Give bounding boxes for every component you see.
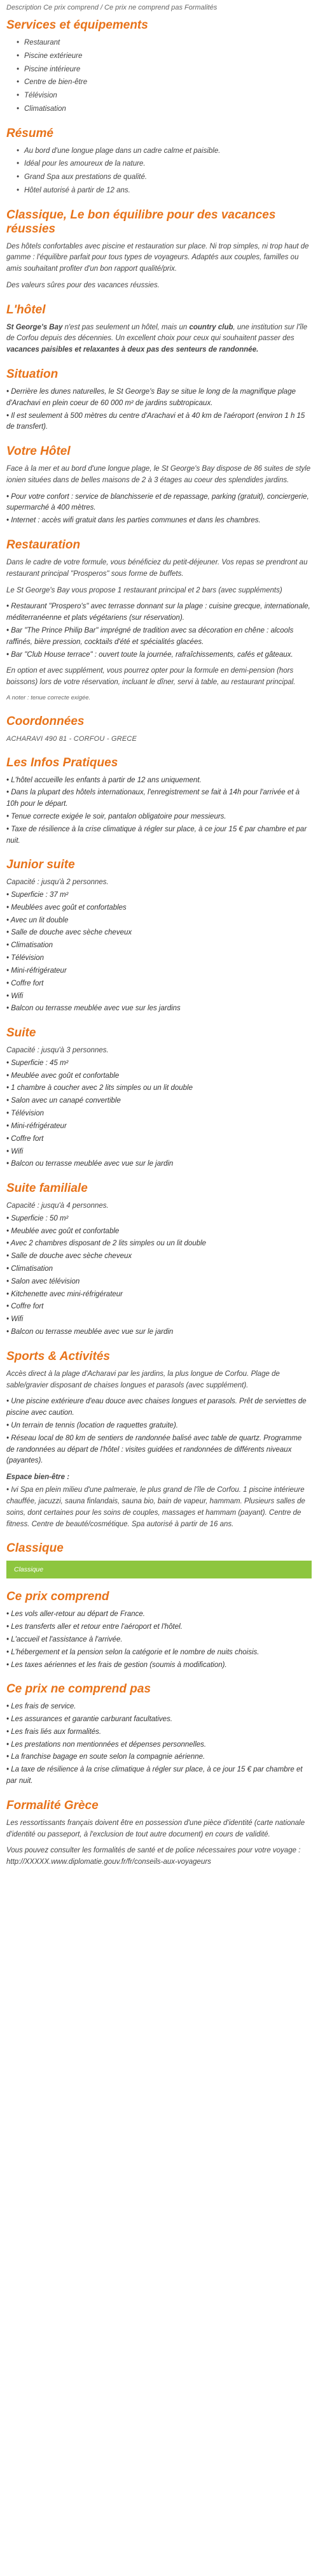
comprend-title: Ce prix comprend [6, 1590, 109, 1604]
suite-section [6, 1026, 312, 1170]
list-item: • Balcon ou terrasse meublée avec vue sur le jardin [6, 1327, 312, 1338]
classique-section [6, 1542, 312, 1578]
sports-p1: Accès direct à la plage d'Acharavi par les jardins, la plus longue de Corfou. Plage de sable/gravier disposant de chaises longues et parasols (avec supplément). [6, 1370, 280, 1389]
list-item: • Les vols aller-retour au départ de France. [6, 1609, 312, 1621]
services-section [6, 18, 312, 115]
espace-text: • Ivi Spa en plein milieu d'une palmeraie, le plus grand de l'île de Corfou. 1 piscine intérieure chauffée, jacuzzi, sauna finlandais, sauna bio, bain de vapeur, hammam. Plusieurs salles de soins, dont certaines pour les soins de couples, massages et hammam (payant). Centre de fitness. Centre de beauté/cosmétique. Spa autorisé à partir de 16 ans. [6, 1486, 305, 1528]
list-item: • Climatisation [6, 940, 312, 952]
services-title: Services et équipements [6, 18, 148, 32]
list-item: • Piscine intérieure [24, 64, 312, 76]
infos-section [6, 756, 312, 847]
list-item: • 1 chambre à coucher avec 2 lits simples ou un lit double [6, 1083, 312, 1094]
list-item: • Les taxes aériennes et les frais de gestion (soumis à modification). [6, 1660, 312, 1671]
restauration-p3: En option et avec supplément, vous pourrez opter pour la formule en demi-pension (hors boissons) lors de votre réservation, incluant le dîner, servi à table, au restaurant principal. [6, 667, 296, 687]
suite-familiale-capacity: Capacité : jusqu'à 4 personnes. [6, 1201, 109, 1210]
coordonnees-section [6, 715, 312, 745]
classique-intro-section [6, 208, 312, 292]
ne-comprend-title: Ce prix ne comprend pas [6, 1682, 151, 1696]
classique-intro-text2: Des valeurs sûres pour des vacances réussies. [6, 281, 160, 289]
list-item: • Piscine extérieure [24, 51, 312, 62]
list-item: • Les frais de service. [6, 1701, 312, 1713]
list-item: • La taxe de résilience à la crise climatique à régler sur place, à ce jour 15 € par chambre et par nuit. [6, 1764, 312, 1787]
sports-title: Sports & Activités [6, 1349, 110, 1363]
list-item: • Hôtel autorisé à partir de 12 ans. [24, 185, 312, 197]
list-item: • Balcon ou terrasse meublée avec vue sur le jardin [6, 1159, 312, 1170]
resume-section [6, 127, 312, 197]
list-item: • Wifi [6, 1147, 312, 1158]
list-item: • Réseau local de 80 km de sentiers de randonnée balisé avec table de quartz. Programme de randonnées au départ de l'hôtel : visites guidées et randonnées de différents niveaux (payantes). [6, 1433, 312, 1467]
junior-suite-capacity: Capacité : jusqu'à 2 personnes. [6, 878, 109, 887]
list-item: • Grand Spa aux prestations de qualité. [24, 172, 312, 183]
list-item: • Meublée avec goût et confortable [6, 1071, 312, 1082]
list-item: • Télévision [6, 953, 312, 964]
ne-comprend-section [6, 1682, 312, 1787]
list-item: • Télévision [24, 90, 312, 102]
suite-familiale-list [6, 1213, 312, 1338]
list-item: • Climatisation [6, 1264, 312, 1275]
list-item: • Salle de douche avec sèche cheveux [6, 1251, 312, 1263]
list-item: • Kitchenette avec mini-réfrigérateur [6, 1289, 312, 1301]
list-item: • Wifi [6, 1314, 312, 1326]
list-item: • Bar "The Prince Philip Bar" imprégné de tradition avec sa décoration en chêne : alcools raffinés, bière pression, cocktails d'été et spécialités glacées. [6, 626, 312, 648]
list-item: • Internet : accès wifi gratuit dans les parties communes et dans les chambres. [6, 515, 312, 527]
suite-capacity: Capacité : jusqu'à 3 personnes. [6, 1047, 109, 1054]
hotel-text-bold: vacances paisibles et relaxantes à deux pas des senteurs de randonnée. [6, 346, 259, 354]
list-item: • Les transferts aller et retour entre l'aéroport et l'hôtel. [6, 1622, 312, 1633]
votre-hotel-list [6, 492, 312, 527]
hotel-text-bold: country club [189, 323, 233, 331]
list-item: • Coffre fort [6, 1301, 312, 1313]
resume-title: Résumé [6, 126, 53, 140]
formalite-text: Les ressortissants français doivent être en possession d'une pièce d'identité (carte nationale d'identité ou passeport, à l'exclusion de tout autre document) en cours de validité. [6, 1819, 305, 1838]
situation-title: Situation [6, 368, 59, 382]
suite-title: Suite [6, 1026, 36, 1040]
list-item: • Climatisation [24, 104, 312, 115]
ne-comprend-list [6, 1701, 312, 1787]
list-item: • Restaurant "Prospero's" avec terrasse donnant sur la plage : cuisine grecque, internationale, méditerranéenne et plats végétariens (sur réservation). [6, 601, 312, 624]
list-item: • Superficie : 50 m² [6, 1213, 312, 1225]
list-item: • Superficie : 37 m² [6, 890, 312, 901]
classique-bar: Classique [6, 1561, 312, 1578]
list-item: • Meublée avec goût et confortable [6, 1226, 312, 1238]
coordonnees-title: Coordonnées [6, 714, 85, 728]
junior-suite-title: Junior suite [6, 858, 75, 872]
restauration-section [6, 538, 312, 703]
suite-list [6, 1058, 312, 1170]
services-list [6, 38, 312, 115]
classique-intro-text: Des hôtels confortables avec piscine et restauration sur place. Ni trop simples, ni trop haut de gamme : l'équilibre parfait pour tous types de voyageurs. Adaptés aux couples, familles ou amis souhaitant profiter d'un bon rapport qualité/prix. [6, 242, 309, 273]
list-item: • Wifi [6, 991, 312, 1003]
votre-hotel-title: Votre Hôtel [6, 445, 71, 459]
situation-section [6, 368, 312, 433]
list-item: • Une piscine extérieure d'eau douce avec chaises longues et parasols. Prêt de serviettes de piscine avec caution. [6, 1396, 312, 1419]
list-item: • Dans la plupart des hôtels internationaux, l'enregistrement se fait à 14h pour l'arrivée et à 10h pour le départ. [6, 787, 312, 810]
list-item: • La franchise bagage en soute selon la compagnie aérienne. [6, 1752, 312, 1763]
sports-list [6, 1396, 312, 1467]
address: ACHARAVI 490 81 - CORFOU - GRECE [6, 734, 137, 743]
list-item: • Pour votre confort : service de blanchisserie et de repassage, parking (gratuit), conciergerie, supermarché à 400 mètres. [6, 492, 312, 515]
restauration-title: Restauration [6, 538, 81, 552]
list-item: • Au bord d'une longue plage dans un cadre calme et paisible. [24, 146, 312, 157]
junior-suite-list [6, 890, 312, 1015]
comprend-list [6, 1609, 312, 1671]
list-item: • Mini-réfrigérateur [6, 966, 312, 977]
list-item: • L'hébergement et la pension selon la catégorie et le nombre de nuits choisis. [6, 1647, 312, 1659]
infos-list [6, 775, 312, 847]
resume-list [6, 146, 312, 197]
list-item: • Les frais liés aux formalités. [6, 1727, 312, 1738]
list-item: • Taxe de résilience à la crise climatique à régler sur place, à ce jour 15 € par chambre et par nuit. [6, 824, 312, 847]
hotel-text [6, 322, 312, 356]
infos-title: Les Infos Pratiques [6, 755, 118, 769]
list-item: • Salon avec un canapé convertible [6, 1096, 312, 1107]
suite-familiale-title: Suite familiale [6, 1182, 88, 1196]
list-item: • Les prestations non mentionnées et dépenses personnelles. [6, 1740, 312, 1751]
list-item: • Il est seulement à 500 mètres du centre d'Arachavi et à 40 km de l'aéroport (environ 1 h 15 de transfert). [6, 411, 312, 434]
suite-familiale-section [6, 1182, 312, 1338]
espace-title: Espace bien-être : [6, 1473, 70, 1482]
list-item: • Télévision [6, 1108, 312, 1120]
restauration-p2: Le St George's Bay vous propose 1 restaurant principal et 2 bars (avec suppléments) [6, 586, 282, 594]
list-item: • L'accueil et l'assistance à l'arrivée. [6, 1635, 312, 1646]
list-item: • Salle de douche avec sèche cheveux [6, 927, 312, 939]
list-item: • Bar "Club House terrace" : ouvert toute la journée, rafraîchissements, cafés et gâteaux. [6, 650, 312, 661]
breadcrumb: Description Ce prix comprend / Ce prix ne comprend pas Formalités [6, 4, 218, 11]
list-item: • Superficie : 45 m² [6, 1058, 312, 1070]
restauration-list [6, 601, 312, 661]
votre-hotel-section [6, 445, 312, 527]
list-item: • Restaurant [24, 38, 312, 49]
junior-suite-section [6, 858, 312, 1015]
hotel-title: L'hôtel [6, 303, 46, 317]
classique-title: Classique [6, 1542, 64, 1556]
restauration-p1: Dans le cadre de votre formule, vous bénéficiez du petit-déjeuner. Vos repas se prendront au restaurant principal "Prosperos" sous forme de buffets. [6, 558, 308, 578]
list-item: • Mini-réfrigérateur [6, 1121, 312, 1133]
classique-intro-title: Classique, Le bon équilibre pour des vacances réussies [6, 208, 276, 236]
hotel-name: St George's Bay [6, 323, 63, 331]
restauration-note: A noter : tenue correcte exigée. [6, 694, 91, 702]
formalite-text2: Vous pouvez consulter les formalités de santé et de police nécessaires pour votre voyage : http://XXXXX.www.diplomatie.gouv.fr/fr/conseils-aux-voyageurs [6, 1847, 301, 1866]
list-item: • Un terrain de tennis (location de raquettes gratuite). [6, 1420, 312, 1432]
list-item: • Meublées avec goût et confortables [6, 903, 312, 914]
list-item: • Idéal pour les amoureux de la nature. [24, 159, 312, 170]
list-item: • Coffre fort [6, 1134, 312, 1145]
hotel-text-part: n'est pas seulement un hôtel, mais un [62, 323, 190, 331]
comprend-section [6, 1590, 312, 1671]
list-item: • L'hôtel accueille les enfants à partir de 12 ans uniquement. [6, 775, 312, 787]
formalite-title: Formalité Grèce [6, 1798, 99, 1812]
list-item: • Salon avec télévision [6, 1277, 312, 1288]
list-item: • Coffre fort [6, 978, 312, 990]
situation-list [6, 387, 312, 433]
hotel-text-part: , une institution sur l'île de Corfou depuis des décennies. Un excellent choix pour ceux qui souhaitent passer des [6, 323, 308, 343]
votre-hotel-intro: Face à la mer et au bord d'une longue plage, le St George's Bay dispose de 86 suites de style ionien situées dans de belles maisons de 2 à 3 étages au coeur des splendides jardins. [6, 465, 311, 484]
list-item: • Derrière les dunes naturelles, le St George's Bay se situe le long de la magnifique plage d'Arachavi en plein coeur de 60 000 m² de jardins subtropicaux. [6, 387, 312, 410]
hotel-section [6, 303, 312, 356]
formalite-section [6, 1799, 312, 1868]
list-item: • Avec 2 chambres disposant de 2 lits simples ou un lit double [6, 1238, 312, 1250]
list-item: • Avec un lit double [6, 915, 312, 927]
list-item: • Les assurances et garantie carburant facultatives. [6, 1714, 312, 1726]
list-item: • Tenue correcte exigée le soir, pantalon obligatoire pour messieurs. [6, 812, 312, 823]
sports-section [6, 1350, 312, 1530]
list-item: • Centre de bien-être [24, 77, 312, 89]
list-item: • Balcon ou terrasse meublée avec vue sur les jardins [6, 1003, 312, 1015]
